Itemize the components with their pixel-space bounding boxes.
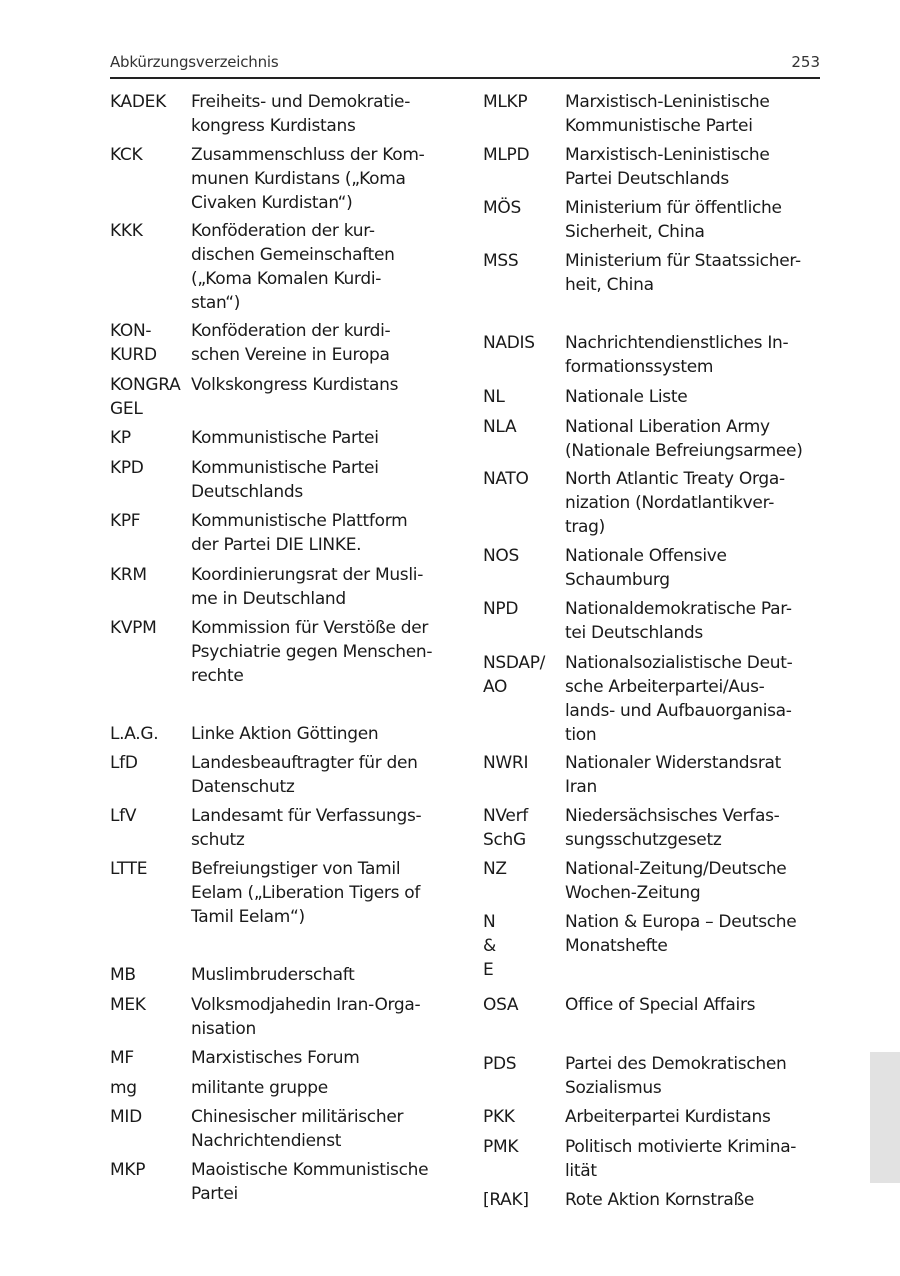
abbreviation: NWRI	[483, 753, 529, 773]
definition: Nationale Liste	[565, 387, 688, 407]
page-number: 253	[791, 53, 820, 71]
definition: Volkskongress Kurdistans	[191, 375, 399, 395]
definition: Kommunistische Partei Deutschlands	[191, 458, 379, 502]
abbreviation: LfV	[110, 806, 137, 826]
abbreviation: MF	[110, 1048, 134, 1068]
abbreviation: NPD	[483, 599, 519, 619]
abbreviation: KPF	[110, 511, 141, 531]
abbreviation: MKP	[110, 1160, 146, 1180]
abbreviation: MEK	[110, 995, 146, 1015]
definition: Ministerium für öffentliche Sicherheit, China	[565, 198, 782, 242]
definition: Office of Special Affairs	[565, 995, 756, 1015]
abbreviation: KKK	[110, 221, 143, 241]
definition: North Atlantic Treaty Orga- nization (Nordatlantikver- trag)	[565, 469, 785, 537]
definition: Kommunistische Partei	[191, 428, 379, 448]
abbreviation: KP	[110, 428, 131, 448]
abbreviation: LfD	[110, 753, 138, 773]
thumb-index-tab	[870, 1052, 900, 1183]
abbreviation: KRM	[110, 565, 147, 585]
abbreviation: MLPD	[483, 145, 530, 165]
abbreviation: KON- KURD	[110, 321, 157, 365]
abbreviation: KVPM	[110, 618, 157, 638]
header-rule	[110, 77, 820, 79]
abbreviation: PDS	[483, 1054, 517, 1074]
abbreviation: NOS	[483, 546, 519, 566]
definition: Zusammenschluss der Kom- munen Kurdistans („Koma Civaken Kurdistan“)	[191, 145, 425, 213]
definition: Marxistisch-Leninistische Kommunistische Partei	[565, 92, 770, 136]
definition: Nationalsozialistische Deut- sche Arbeiterpartei/Aus- lands- und Aufbauorganisa- tion	[565, 653, 793, 745]
definition: Niedersächsisches Verfas- sungsschutzgesetz	[565, 806, 780, 850]
definition: Marxistisches Forum	[191, 1048, 360, 1068]
definition: Marxistisch-Leninistische Partei Deutschlands	[565, 145, 770, 189]
definition: Ministerium für Staatssicher- heit, China	[565, 251, 801, 295]
definition: Konföderation der kur- dischen Gemeinschaften („Koma Komalen Kurdi- stan“)	[191, 221, 395, 313]
definition: Kommunistische Plattform der Partei DIE LINKE.	[191, 511, 408, 555]
definition: Freiheits- und Demokratie- kongress Kurdistans	[191, 92, 411, 136]
running-header-title: Abkürzungsverzeichnis	[110, 53, 279, 71]
definition: militante gruppe	[191, 1078, 328, 1098]
abbreviation: NZ	[483, 859, 507, 879]
abbreviation: NVerf SchG	[483, 806, 528, 850]
definition: Befreiungstiger von Tamil Eelam („Liberation Tigers of Tamil Eelam“)	[191, 859, 421, 927]
abbreviation: LTTE	[110, 859, 148, 879]
abbreviation: [RAK]	[483, 1190, 529, 1210]
definition: Nachrichtendienstliches In- formationssystem	[565, 333, 789, 377]
abbreviation: NLA	[483, 417, 517, 437]
abbreviation: KPD	[110, 458, 144, 478]
definition: Arbeiterpartei Kurdistans	[565, 1107, 771, 1127]
abbreviation: NL	[483, 387, 505, 407]
definition: Rote Aktion Kornstraße	[565, 1190, 755, 1210]
definition: Nationaldemokratische Par- tei Deutschlands	[565, 599, 792, 643]
abbreviation: KCK	[110, 145, 143, 165]
definition: Chinesischer militärischer Nachrichtendienst	[191, 1107, 404, 1151]
abbreviation: N & E	[483, 912, 496, 980]
abbreviation: OSA	[483, 995, 519, 1015]
definition: Landesamt für Verfassungs- schutz	[191, 806, 422, 850]
abbreviation: NADIS	[483, 333, 535, 353]
definition: Nationale Offensive Schaumburg	[565, 546, 727, 590]
abbreviation: MÖS	[483, 198, 521, 218]
definition: National Liberation Army (Nationale Befreiungsarmee)	[565, 417, 803, 461]
abbreviation: KONGRA GEL	[110, 375, 181, 419]
definition: Koordinierungsrat der Musli- me in Deutschland	[191, 565, 424, 609]
definition: Politisch motivierte Krimina- lität	[565, 1137, 797, 1181]
definition: Partei des Demokratischen Sozialismus	[565, 1054, 787, 1098]
abbreviation: NSDAP/ AO	[483, 653, 546, 697]
definition: Volksmodjahedin Iran-Orga- nisation	[191, 995, 421, 1039]
abbreviation: mg	[110, 1078, 137, 1098]
abbreviation: PKK	[483, 1107, 515, 1127]
abbreviation: KADEK	[110, 92, 166, 112]
definition: Kommission für Verstöße der Psychiatrie gegen Menschen- rechte	[191, 618, 433, 686]
definition: Landesbeauftragter für den Datenschutz	[191, 753, 418, 797]
abbreviation: MLKP	[483, 92, 528, 112]
abbreviation: MB	[110, 965, 136, 985]
abbreviation: MSS	[483, 251, 519, 271]
definition: Maoistische Kommunistische Partei	[191, 1160, 429, 1204]
definition: Konföderation der kurdi- schen Vereine in Europa	[191, 321, 391, 365]
definition: National-Zeitung/Deutsche Wochen-Zeitung	[565, 859, 787, 903]
abbreviation: NATO	[483, 469, 529, 489]
definition: Muslimbruderschaft	[191, 965, 355, 985]
abbreviation: PMK	[483, 1137, 519, 1157]
abbreviation: L.A.G.	[110, 724, 159, 744]
definition: Nationaler Widerstandsrat Iran	[565, 753, 782, 797]
definition: Linke Aktion Göttingen	[191, 724, 379, 744]
abbreviation: MID	[110, 1107, 142, 1127]
definition: Nation & Europa – Deutsche Monatshefte	[565, 912, 797, 956]
